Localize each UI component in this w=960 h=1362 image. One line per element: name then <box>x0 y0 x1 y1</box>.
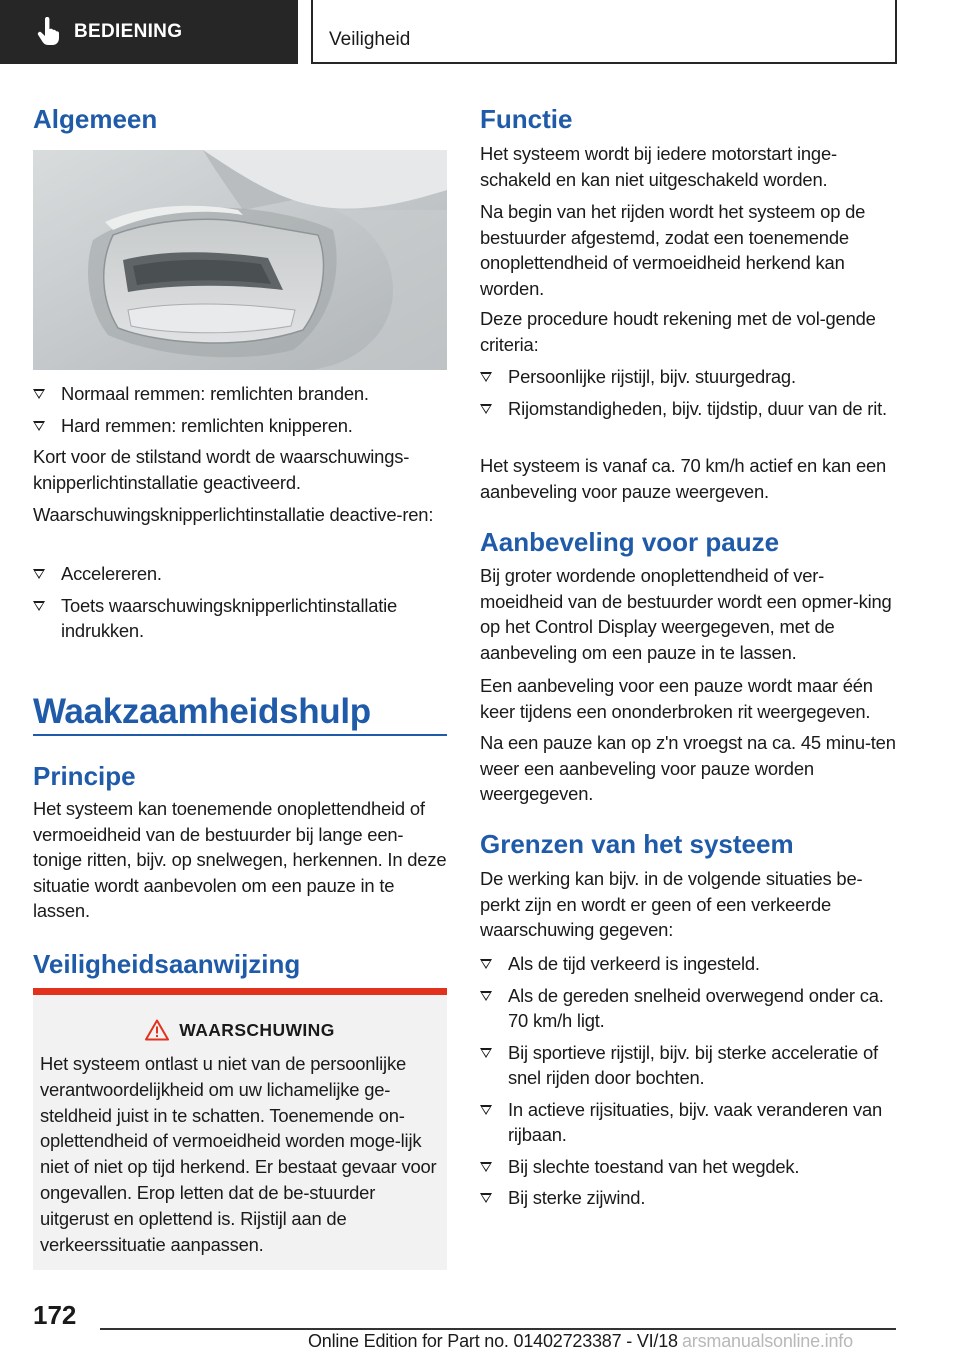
heading-function: Functie <box>480 104 573 134</box>
criteria-list <box>480 364 896 427</box>
footer-divider <box>100 1328 896 1330</box>
bullet-triangle-icon <box>480 1193 492 1203</box>
page-number: 172 <box>33 1300 77 1330</box>
rear-light-illustration <box>33 150 447 370</box>
bullet-triangle-icon <box>480 991 492 1001</box>
paragraph: Het systeem wordt bij iedere motorstart inge-schakeld en kan niet uitgeschakeld worden. <box>480 143 837 190</box>
bullet-triangle-icon <box>480 404 492 414</box>
paragraph: Na een pauze kan op z'n vroegst na ca. 45 minu-ten weer een aanbeveling voor pauze worden weergegeven. <box>480 732 896 804</box>
list-item: Bij sterke zijwind. <box>480 1185 896 1211</box>
paragraph: Kort voor de stilstand wordt de waarschuwings-knipperlichtinstallatie geactiveerd. <box>33 446 410 493</box>
watermark: arsmanualsonline.info <box>682 1331 853 1351</box>
limits-list <box>480 951 896 1217</box>
title-divider <box>33 734 447 736</box>
heading-limits: Grenzen van het systeem <box>480 829 794 859</box>
section-tab <box>0 0 298 64</box>
bullet-triangle-icon <box>480 1105 492 1115</box>
list-item: Accelereren. <box>33 561 447 587</box>
bullet-triangle-icon <box>480 1162 492 1172</box>
page-title: Waakzaamheidshulp <box>33 692 371 731</box>
list-item: In actieve rijsituaties, bijv. vaak veranderen van rijbaan. <box>480 1097 896 1148</box>
footer-edition: Online Edition for Part no. 01402723387 - VI/18 <box>308 1331 678 1351</box>
paragraph: Het systeem kan toenemende onoplettendheid of vermoeidheid van de bestuurder bij lange een-tonige ritten, bijv. op snelwegen, herkennen. In deze situatie wordt aanbevolen om een pauze in te lassen. <box>33 798 447 921</box>
list-item: Toets waarschuwingsknipperlichtinstallatie indrukken. <box>33 593 447 644</box>
deactivate-list <box>33 561 447 650</box>
warning-label: WAARSCHUWING <box>179 1019 335 1040</box>
bullet-triangle-icon <box>33 389 45 399</box>
chapter-header <box>311 0 897 64</box>
warning-heading <box>33 1019 447 1041</box>
list-item: Bij slechte toestand van het wegdek. <box>480 1154 896 1180</box>
warning-triangle-icon <box>145 1019 169 1041</box>
hand-pointer-icon <box>36 17 62 47</box>
bullet-triangle-icon <box>480 372 492 382</box>
brake-light-list <box>33 381 447 444</box>
paragraph: Bij groter wordende onoplettendheid of ver-moeidheid van de bestuurder wordt een opmer-king op het Control Display weergegeven, met de aanbeveling om een pauze in te lassen. <box>480 565 892 663</box>
paragraph: De werking kan bijv. in de volgende situaties be-perkt zijn en wordt er geen of een verkeerde waarschuwing gegeven: <box>480 868 863 940</box>
heading-principle: Principe <box>33 761 136 791</box>
paragraph: Een aanbeveling voor een pauze wordt maar één keer tijdens een ononderbroken rit weergegeven. <box>480 675 873 722</box>
bullet-triangle-icon <box>480 959 492 969</box>
list-item: Als de tijd verkeerd is ingesteld. <box>480 951 896 977</box>
bullet-triangle-icon <box>33 569 45 579</box>
heading-break: Aanbeveling voor pauze <box>480 527 780 557</box>
chapter-title: Veiligheid <box>329 29 411 50</box>
list-item: Als de gereden snelheid overwegend onder ca. 70 km/h ligt. <box>480 983 896 1034</box>
list-item: Rijomstandigheden, bijv. tijdstip, duur van de rit. <box>480 396 896 422</box>
heading-general: Algemeen <box>33 104 158 134</box>
bullet-triangle-icon <box>480 1048 492 1058</box>
bullet-triangle-icon <box>33 421 45 431</box>
paragraph: Na begin van het rijden wordt het systeem op de bestuurder afgestemd, zodat een toenemende onoplettendheid of vermoeidheid herkend kan worden. <box>480 201 866 299</box>
warning-box <box>33 988 447 1270</box>
list-item: Normaal remmen: remlichten branden. <box>33 381 447 407</box>
paragraph: Het systeem is vanaf ca. 70 km/h actief en kan een aanbeveling voor pauze weergeven. <box>480 455 887 502</box>
list-item: Hard remmen: remlichten knipperen. <box>33 413 447 439</box>
list-item: Persoonlijke rijstijl, bijv. stuurgedrag. <box>480 364 896 390</box>
section-label: BEDIENING <box>74 21 183 42</box>
heading-safety: Veiligheidsaanwijzing <box>33 949 301 979</box>
paragraph: Deze procedure houdt rekening met de vol-gende criteria: <box>480 308 876 355</box>
paragraph: Waarschuwingsknipperlichtinstallatie deactive-ren: <box>33 504 434 525</box>
list-item: Bij sportieve rijstijl, bijv. bij sterke acceleratie of snel rijden door bochten. <box>480 1040 896 1091</box>
warning-text: Het systeem ontlast u niet van de persoonlijke verantwoordelijkheid om uw lichamelijke ge-steldheid juist in te schatten. Toenemende on-oplettendheid of vermoeidheid worden moge-lijk niet of niet op tijd herkend. Er bestaat gevaar voor ongevallen. Erop letten dat de be-stuurder uitgerust en oplettend is. Rijstijl aan de verkeerssituatie aanpassen. <box>40 1053 437 1255</box>
bullet-triangle-icon <box>33 601 45 611</box>
